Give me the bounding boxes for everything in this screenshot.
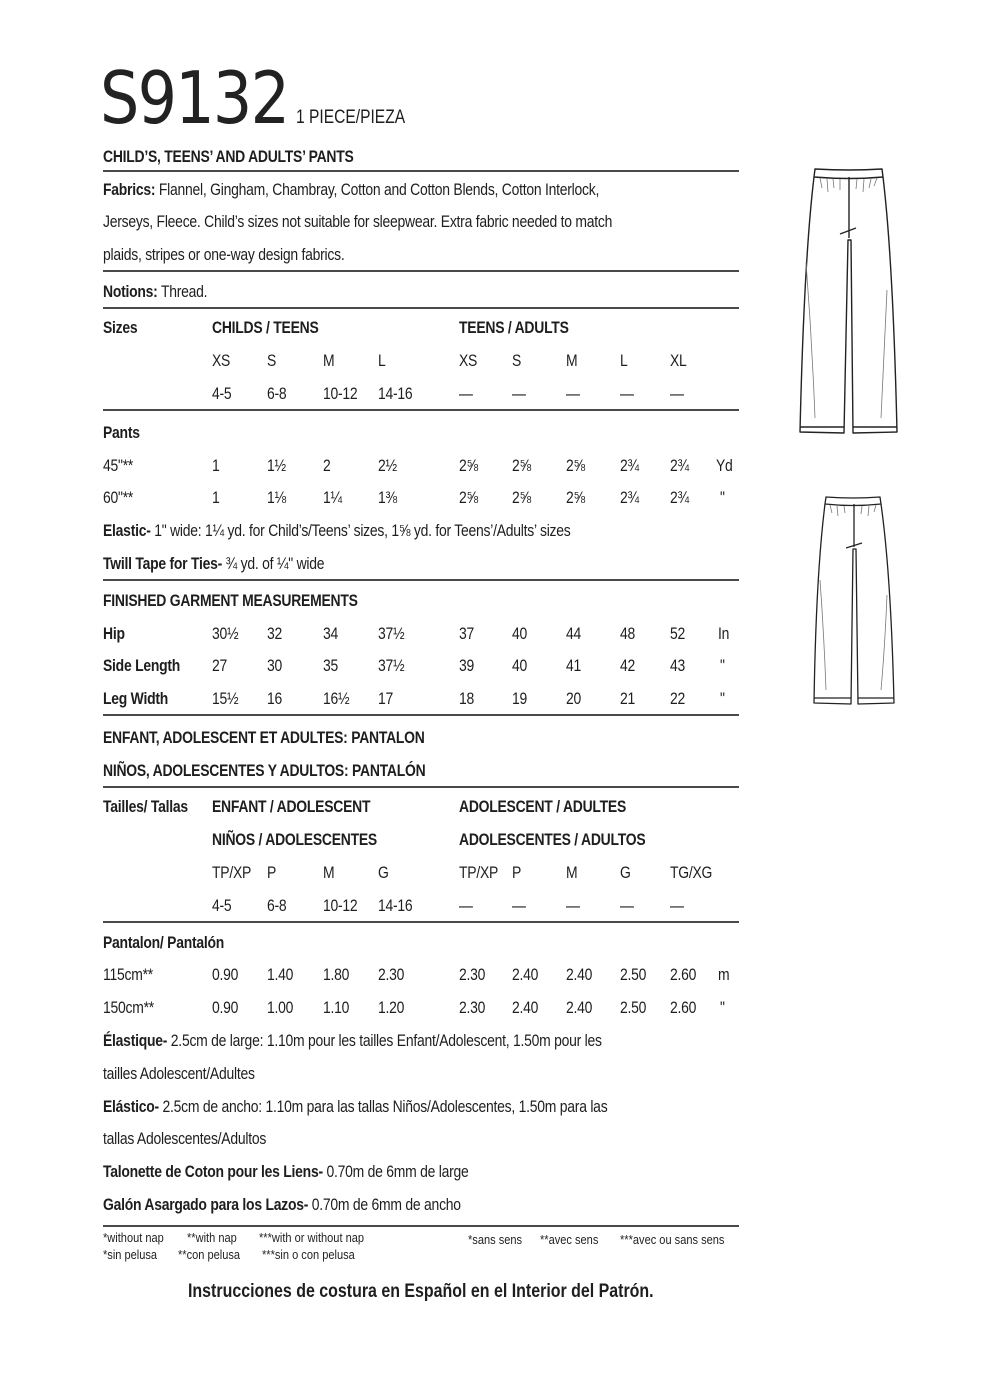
measurement-value: 40 [512, 656, 528, 675]
size-number: — [459, 384, 473, 403]
measurement-value: 44 [566, 624, 582, 643]
yardage-value: 2¾ [620, 456, 639, 475]
measurement-value: 37 [459, 624, 475, 643]
galon-value: 0.70m de 6mm de ancho [311, 1195, 461, 1214]
footnote-fr-1: *sans sens [468, 1232, 523, 1247]
measurement-value: 16½ [323, 689, 350, 708]
size-group-teens-adults: TEENS / ADULTS [459, 318, 569, 337]
metrage-value: 1.80 [323, 965, 350, 984]
fabrics-line-3: plaids, stripes or one-way design fabrics. [103, 245, 345, 264]
twill-tape-label: Twill Tape for Ties- [103, 554, 223, 573]
size-number: — [620, 896, 634, 915]
metrage-value: 2.40 [512, 998, 539, 1017]
size-code: P [267, 863, 277, 882]
size-group-childs-teens: CHILDS / TEENS [212, 318, 319, 337]
size-code: L [378, 351, 386, 370]
metrage-value: 0.90 [212, 965, 239, 984]
size-group-adolescentes-adultos: ADOLESCENTES / ADULTOS [459, 830, 646, 849]
size-code: S [267, 351, 277, 370]
size-number: — [670, 384, 684, 403]
sizes-label: Sizes [103, 318, 138, 337]
row-label: 45"** [103, 456, 134, 475]
pattern-title: CHILD’S, TEENS’ AND ADULTS’ PANTS [103, 147, 354, 166]
measurement-value: 27 [212, 656, 228, 675]
elastico-line-2: tallas Adolescentes/Adultos [103, 1129, 267, 1148]
divider [103, 579, 739, 581]
divider [103, 786, 739, 788]
size-code: XS [212, 351, 231, 370]
yardage-value: 2⅝ [512, 488, 531, 507]
talonette-label: Talonette de Coton pour les Liens- [103, 1162, 323, 1181]
metrage-value: 2.30 [378, 965, 405, 984]
metrage-value: 2.40 [512, 965, 539, 984]
measurement-value: 15½ [212, 689, 239, 708]
pants-front-view-large [780, 150, 930, 450]
size-code: M [566, 863, 578, 882]
measurement-value: 30 [267, 656, 283, 675]
measurement-value: 42 [620, 656, 636, 675]
row-label: 115cm** [103, 965, 153, 984]
notions-value: Thread. [160, 282, 208, 301]
size-group-enfant-adolescent: ENFANT / ADOLESCENT [212, 797, 371, 816]
pants-front-view-small [790, 485, 920, 715]
elastic-value: 1" wide: 1¼ yd. for Child’s/Teens’ sizes, 1⅝ yd. for Teens’/Adults’ sizes [154, 521, 571, 540]
title-spanish: NIÑOS, ADOLESCENTES Y ADULTOS: PANTALÓN [103, 761, 426, 780]
talonette-line [103, 1162, 469, 1182]
size-number: 6-8 [267, 896, 287, 915]
yardage-value: 1 [212, 456, 220, 475]
unit: " [720, 689, 725, 708]
size-number: 14-16 [378, 384, 413, 403]
yardage-value: 2¾ [670, 488, 689, 507]
yardage-value: 1 [212, 488, 220, 507]
measurement-value: 37½ [378, 656, 405, 675]
yardage-value: 2 [323, 456, 331, 475]
row-label: 60"** [103, 488, 134, 507]
size-number: — [620, 384, 634, 403]
yardage-value: 2¾ [620, 488, 639, 507]
yardage-value: 2¾ [670, 456, 689, 475]
elastique-line-1 [103, 1031, 602, 1051]
yardage-value: 2⅝ [512, 456, 531, 475]
fabrics-label: Fabrics: [103, 180, 156, 199]
footnote-fr-2: **avec sens [540, 1232, 599, 1247]
metrage-value: 2.50 [620, 998, 647, 1017]
metrage-value: 2.30 [459, 998, 486, 1017]
measurement-value: 43 [670, 656, 686, 675]
measurement-value: 19 [512, 689, 528, 708]
unit: " [720, 656, 725, 675]
metrage-value: 2.50 [620, 965, 647, 984]
measurement-value: 18 [459, 689, 475, 708]
size-code: L [620, 351, 628, 370]
measurement-value: 30½ [212, 624, 239, 643]
galon-line [103, 1195, 461, 1215]
elastic-label: Elastic- [103, 521, 151, 540]
metrage-value: 2.40 [566, 998, 593, 1017]
divider [103, 714, 739, 716]
size-code: M [323, 351, 335, 370]
yardage-value: 2⅝ [566, 488, 585, 507]
divider [103, 270, 739, 272]
elastic-line [103, 521, 571, 541]
unit: Yd [716, 456, 733, 475]
size-number: 10-12 [323, 896, 358, 915]
yardage-value: 2⅝ [459, 456, 478, 475]
divider [103, 921, 739, 923]
elastique-label: Élastique- [103, 1031, 168, 1050]
measurements-title: FINISHED GARMENT MEASUREMENTS [103, 591, 358, 610]
footnote-es-1: *sin pelusa [103, 1247, 158, 1262]
pants-label: Pants [103, 423, 140, 442]
yardage-value: 1½ [267, 456, 286, 475]
footnote-en-2: **with nap [187, 1230, 237, 1245]
pattern-number: S9132 [100, 56, 289, 140]
size-number: — [512, 384, 526, 403]
size-code: TG/XG [670, 863, 713, 882]
measurement-value: 39 [459, 656, 475, 675]
footnote-en-1: *without nap [103, 1230, 164, 1245]
fabrics-line-2: Jerseys, Fleece. Child’s sizes not suitable for sleepwear. Extra fabric needed to match [103, 212, 613, 231]
size-code: G [620, 863, 631, 882]
row-label: Leg Width [103, 689, 169, 708]
metrage-value: 2.40 [566, 965, 593, 984]
row-label: 150cm** [103, 998, 154, 1017]
size-number: 4-5 [212, 896, 232, 915]
elastique-value: 2.5cm de large: 1.10m pour les tailles Enfant/Adolescent, 1.50m pour les [170, 1031, 602, 1050]
measurement-value: 16 [267, 689, 283, 708]
measurement-value: 34 [323, 624, 339, 643]
footnote-es-3: ***sin o con pelusa [262, 1247, 355, 1262]
size-code: XS [459, 351, 478, 370]
measurement-value: 52 [670, 624, 686, 643]
yardage-value: 2½ [378, 456, 397, 475]
yardage-value: 1⅛ [267, 488, 286, 507]
row-label: Hip [103, 624, 125, 643]
metrage-value: 2.60 [670, 965, 697, 984]
size-number: — [670, 896, 684, 915]
size-number: 6-8 [267, 384, 287, 403]
size-code: G [378, 863, 389, 882]
unit: In [718, 624, 730, 643]
talonette-value: 0.70m de 6mm de large [326, 1162, 469, 1181]
elastico-label: Elástico- [103, 1097, 159, 1116]
row-label: Side Length [103, 656, 181, 675]
elastico-line-1 [103, 1097, 607, 1117]
size-number: — [566, 896, 580, 915]
measurement-value: 32 [267, 624, 283, 643]
title-french: ENFANT, ADOLESCENT ET ADULTES: PANTALON [103, 728, 425, 747]
yardage-value: 1⅜ [378, 488, 397, 507]
size-group-ninos-adolescentes: NIÑOS / ADOLESCENTES [212, 830, 377, 849]
unit: m [718, 965, 730, 984]
size-code: M [323, 863, 335, 882]
size-code: TP/XP [459, 863, 499, 882]
size-code: M [566, 351, 578, 370]
fabrics-text-1: Flannel, Gingham, Chambray, Cotton and Cotton Blends, Cotton Interlock, [158, 180, 600, 199]
size-number: 4-5 [212, 384, 232, 403]
size-number: — [512, 896, 526, 915]
elastique-line-2: tailles Adolescent/Adultes [103, 1064, 255, 1083]
measurement-value: 40 [512, 624, 528, 643]
divider [103, 409, 739, 411]
metrage-value: 0.90 [212, 998, 239, 1017]
piece-count: 1 PIECE/PIEZA [296, 107, 406, 128]
size-number: 10-12 [323, 384, 358, 403]
notions-line [103, 282, 207, 302]
twill-tape-value: ¾ yd. of ¼" wide [225, 554, 325, 573]
footnote-es-2: **con pelusa [178, 1247, 241, 1262]
yardage-value: 2⅝ [459, 488, 478, 507]
metrage-value: 1.10 [323, 998, 350, 1017]
measurement-value: 20 [566, 689, 582, 708]
measurement-value: 21 [620, 689, 636, 708]
metrage-value: 2.60 [670, 998, 697, 1017]
yardage-value: 1¼ [323, 488, 342, 507]
metrage-value: 2.30 [459, 965, 486, 984]
size-code: XL [670, 351, 687, 370]
size-code: S [512, 351, 522, 370]
size-number: — [459, 896, 473, 915]
fabrics-line-1 [103, 180, 599, 200]
size-code: TP/XP [212, 863, 252, 882]
measurement-value: 48 [620, 624, 636, 643]
metrage-value: 1.40 [267, 965, 294, 984]
size-number: — [566, 384, 580, 403]
size-code: P [512, 863, 522, 882]
divider [103, 1225, 739, 1227]
divider [103, 307, 739, 309]
spanish-instructions-note: Instrucciones de costura en Español en el Interior del Patrón. [188, 1281, 654, 1302]
galon-label: Galón Asargado para los Lazos- [103, 1195, 309, 1214]
yardage-value: 2⅝ [566, 456, 585, 475]
sizes-intl-label: Tailles/ Tallas [103, 797, 188, 816]
pantalon-label: Pantalon/ Pantalón [103, 933, 225, 952]
measurement-value: 17 [378, 689, 394, 708]
measurement-value: 37½ [378, 624, 405, 643]
footnote-en-3: ***with or without nap [259, 1230, 365, 1245]
footnote-fr-3: ***avec ou sans sens [620, 1232, 725, 1247]
size-number: 14-16 [378, 896, 413, 915]
metrage-value: 1.00 [267, 998, 294, 1017]
size-group-adolescent-adultes: ADOLESCENT / ADULTES [459, 797, 627, 816]
twill-tape-line [103, 554, 324, 574]
unit: " [720, 488, 725, 507]
metrage-value: 1.20 [378, 998, 405, 1017]
notions-label: Notions: [103, 282, 158, 301]
measurement-value: 35 [323, 656, 339, 675]
divider [103, 170, 739, 172]
measurement-value: 22 [670, 689, 686, 708]
measurement-value: 41 [566, 656, 582, 675]
elastico-value: 2.5cm de ancho: 1.10m para las tallas Niños/Adolescentes, 1.50m para las [162, 1097, 608, 1116]
unit: " [720, 998, 725, 1017]
